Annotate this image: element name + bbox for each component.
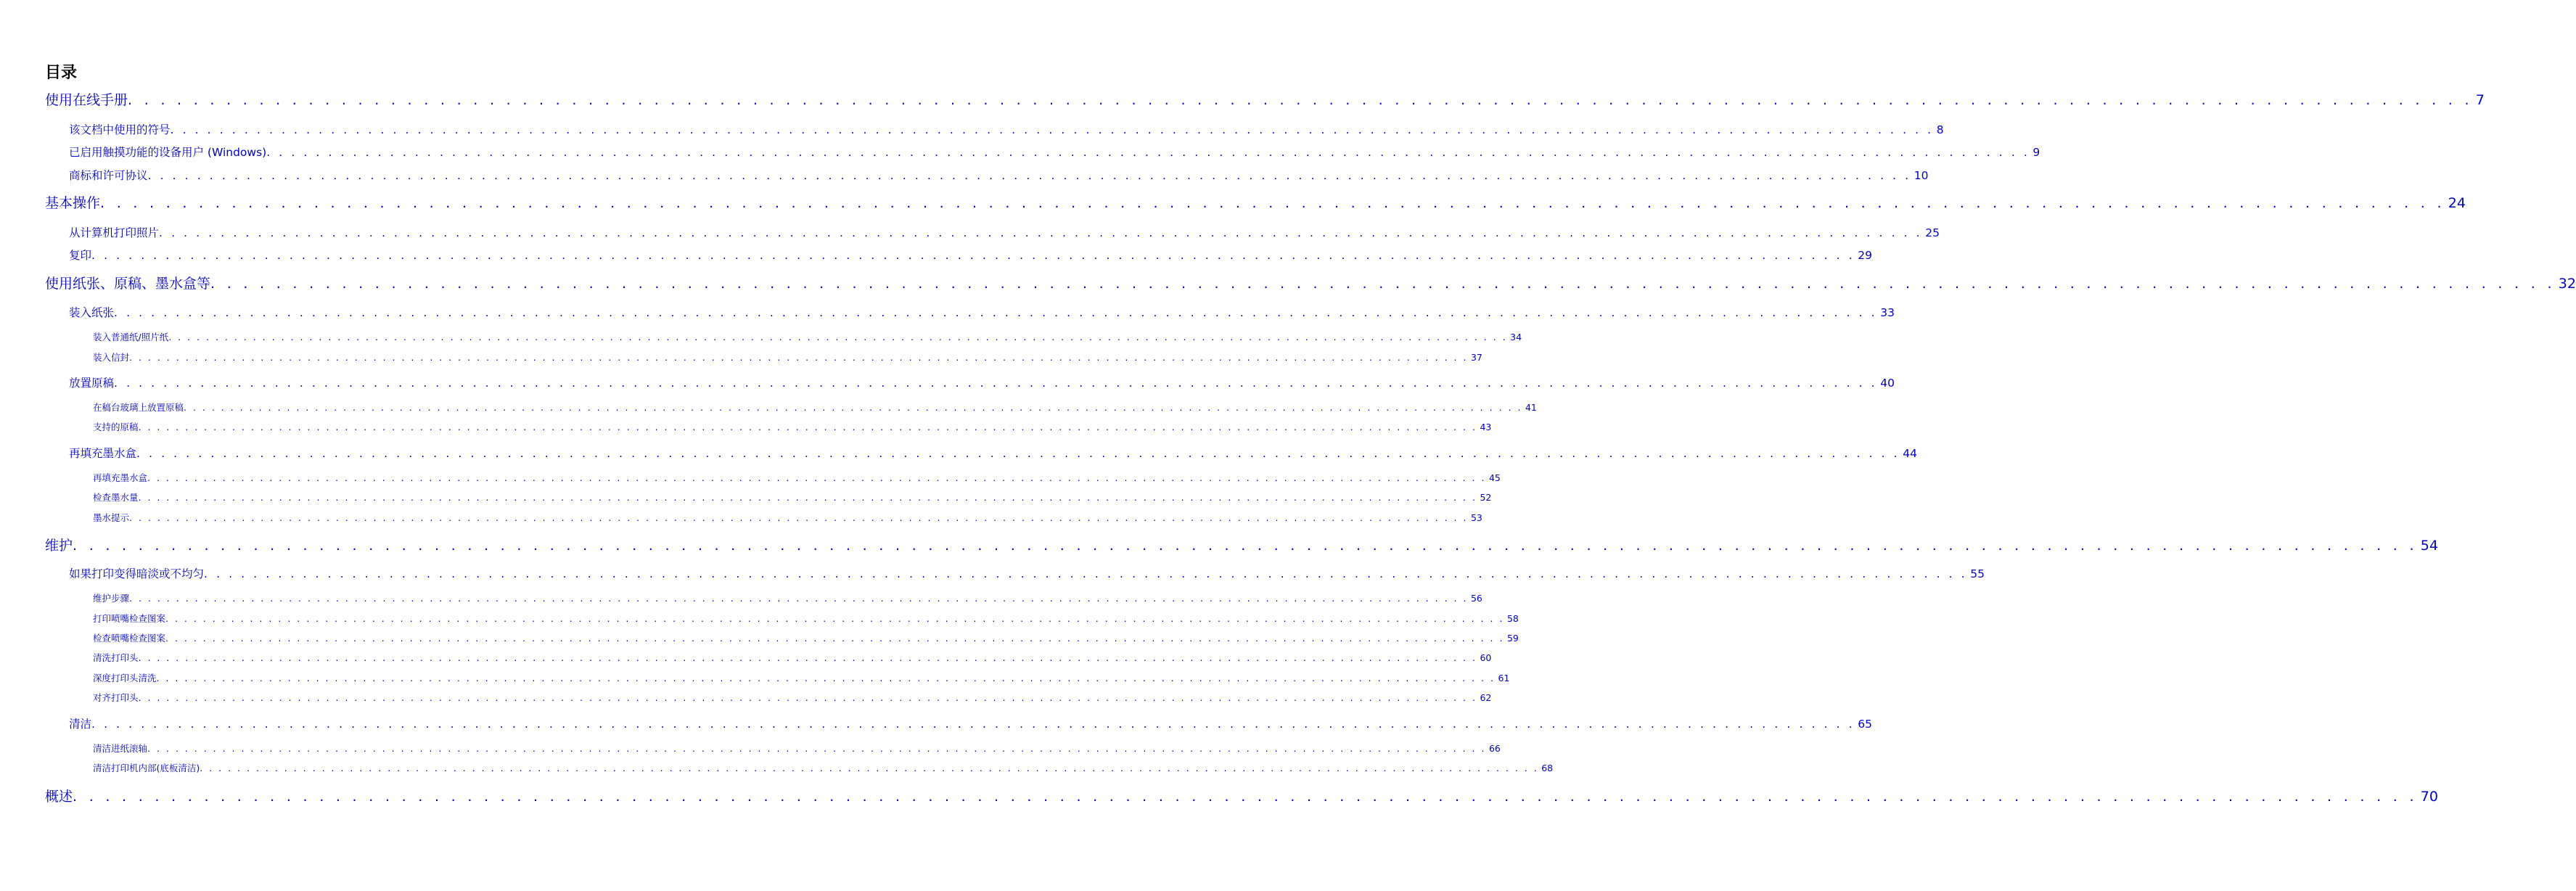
- toc-entry-title: 放置原稿: [69, 377, 115, 390]
- toc-entry-page: 59: [1506, 633, 1519, 644]
- toc-entry-title: 装入普通纸/照片纸: [93, 332, 169, 342]
- toc-entry-maintenance[interactable]: [45, 536, 2438, 555]
- toc-entry-check-ink-level[interactable]: [93, 491, 1492, 504]
- toc-entry-faint-uneven-printing[interactable]: [69, 566, 1985, 582]
- toc-entry-page: 58: [1506, 613, 1519, 624]
- toc-entry-title: 墨水提示: [93, 512, 130, 523]
- toc-leader-dots: . . . . . . . . . . . . . . . . . . . . . . . . . . . . . . . . . . . . . . . . . . . . . . . . . . . . . . . . . . . . . . . . . . . . . . . . . . . . . . . . . . . . . . . . . . . . . . . . . . . . . . . . . . . . . . . . . . . . . . . . . . . . . . . . . . . . . . . . . . . . . . .: [91, 249, 1855, 262]
- toc-leader-dots: . . . . . . . . . . . . . . . . . . . . . . . . . . . . . . . . . . . . . . . . . . . . . . . . . . . . . . . . . . . . . . . . . . . . . . . . . . . . . . . . . . . . . . . . . . . . . . . . . . . . . . . . . . . . . . . . . . . . . . . . . . . . . . . . . . . . . . . . . . . . . . .: [204, 567, 1968, 580]
- toc-entry-cleaning[interactable]: [69, 716, 1872, 732]
- toc-entry-page: 7: [2475, 92, 2485, 108]
- toc-entry-title: 从计算机打印照片: [69, 226, 160, 239]
- toc-leader-dots: . . . . . . . . . . . . . . . . . . . . . . . . . . . . . . . . . . . . . . . . . . . . . . . . . . . . . . . . . . . . . . . . . . . . . . . . . . . . . . . . . . . . . . . . . . . . . . . . . . . . . . . . . . . . . . . . . . . . . . . . . . . . . . . . . . . . . . . . . . . . . . .: [200, 763, 1539, 773]
- toc-leader-dots: . . . . . . . . . . . . . . . . . . . . . . . . . . . . . . . . . . . . . . . . . . . . . . . . . . . . . . . . . . . . . . . . . . . . . . . . . . . . . . . . . . . . . . . . . . . . . . . . . . . . . . . . . . . . . . . . . . . . . . . . . . . . . . . . . . . . . . . . . . . . . . .: [138, 492, 1477, 503]
- toc-entry-title: 复印: [69, 249, 92, 262]
- toc-entry-page: 41: [1525, 402, 1537, 413]
- toc-entry-symbols[interactable]: [69, 122, 1944, 138]
- toc-leader-dots: . . . . . . . . . . . . . . . . . . . . . . . . . . . . . . . . . . . . . . . . . . . . . . . . . . . . . . . . . . . . . . . . . . . . . . . . . . . . . . . . . . . . . . . . . . . . . . . . . . . . . . . . . . . . . . . . . . . . . . . . . . . . . . . . . . . . . . . . . . . . . . .: [138, 422, 1477, 432]
- toc-entry-page: 53: [1470, 512, 1482, 523]
- toc-entry-title: 在稿台玻璃上放置原稿: [93, 402, 184, 413]
- toc-entry-page: 45: [1488, 472, 1501, 483]
- toc-entry-supported-originals[interactable]: [93, 421, 1492, 434]
- toc-entry-page: 25: [1925, 226, 1940, 239]
- toc-leader-dots: . . . . . . . . . . . . . . . . . . . . . . . . . . . . . . . . . . . . . . . . . . . . . . . . . . . . . . . . . . . . . . . . . . . . . . . . . . . . . . . . . . . . . . . . . . . . . . . . . . . . . . . . . . . . . . . . . . . . . . . . . . . . . . . . . . . . . . . . . . . . . . .: [129, 512, 1468, 523]
- toc-entry-online-manual[interactable]: [45, 91, 2485, 110]
- toc-entry-title: 检查喷嘴检查图案: [93, 633, 166, 644]
- toc-entry-title: 已启用触摸功能的设备用户 (Windows): [69, 146, 267, 159]
- toc-leader-dots: . . . . . . . . . . . . . . . . . . . . . . . . . . . . . . . . . . . . . . . . . . . . . . . . . . . . . . . . . . . . . . . . . . . . . . . . . . . . . . . . . . . . . . . . . . . . . . . . . . . . . . . . . . . . . . . . . . . . . . . . . . . . . . . . . . . . . . . . . . . . . . .: [147, 472, 1486, 483]
- toc-entry-examine-nozzle-check[interactable]: [93, 632, 1519, 645]
- toc-entry-deep-cleaning[interactable]: [93, 672, 1510, 685]
- toc-leader-dots: . . . . . . . . . . . . . . . . . . . . . . . . . . . . . . . . . . . . . . . . . . . . . . . . . . . . . . . . . . . . . . . . . . . . . . . . . . . . . . . . . . . . . . . . . . . . . . . . . . . . . . . . . . . . . . . . . . . . . . . . . . . . . . . . . . . . . . . . . . . . . . .: [165, 613, 1504, 624]
- toc-entry-title: 装入信封: [93, 352, 130, 363]
- toc-leader-dots: . . . . . . . . . . . . . . . . . . . . . . . . . . . . . . . . . . . . . . . . . . . . . . . . . . . . . . . . . . . . . . . . . . . . . . . . . . . . . . . . . . . . . . . . . . . . . . . . . . . . . . . . . . . . . . . . . . . . . . . . . . . . . . . . . . . . . . . . . . . . . . .: [156, 673, 1496, 683]
- toc-entry-clean-inside-printer[interactable]: [93, 762, 1554, 775]
- toc-leader-dots: . . . . . . . . . . . . . . . . . . . . . . . . . . . . . . . . . . . . . . . . . . . . . . . . . . . . . . . . . . . . . . . . . . . . . . . . . . . . . . . . . . . . . . . . . . . . . . . . . . . . . . . . . . . . . . . . . . . . . . . . . . . . . . . . . . . . . . . . . . . . . . .: [184, 402, 1522, 413]
- toc-leader-dots: . . . . . . . . . . . . . . . . . . . . . . . . . . . . . . . . . . . . . . . . . . . . . . . . . . . . . . . . . . . . . . . . . . . . . . . . . . . . . . . . . . . . . . . . . . . . . . . . . . . . . . . . . . . . . . . . . . . . . . . . . . . . . . . . . . . . . . . . . . . . . . .: [128, 92, 2473, 108]
- toc-entry-title: 基本操作: [45, 195, 101, 211]
- toc-leader-dots: . . . . . . . . . . . . . . . . . . . . . . . . . . . . . . . . . . . . . . . . . . . . . . . . . . . . . . . . . . . . . . . . . . . . . . . . . . . . . . . . . . . . . . . . . . . . . . . . . . . . . . . . . . . . . . . . . . . . . . . . . . . . . . . . . . . . . . . . . . . . . . .: [168, 332, 1508, 342]
- toc-entry-page: 10: [1913, 169, 1929, 182]
- toc-entry-overview[interactable]: [45, 787, 2438, 806]
- toc-leader-dots: . . . . . . . . . . . . . . . . . . . . . . . . . . . . . . . . . . . . . . . . . . . . . . . . . . . . . . . . . . . . . . . . . . . . . . . . . . . . . . . . . . . . . . . . . . . . . . . . . . . . . . . . . . . . . . . . . . . . . . . . . . . . . . . . . . . . . . . . . . . . . . .: [170, 123, 1934, 136]
- toc-entry-page: 60: [1480, 652, 1492, 663]
- toc-entry-trademarks[interactable]: [69, 168, 1929, 184]
- toc-entry-page: 34: [1510, 332, 1522, 342]
- toc-entry-print-photos[interactable]: [69, 225, 1940, 241]
- toc-leader-dots: . . . . . . . . . . . . . . . . . . . . . . . . . . . . . . . . . . . . . . . . . . . . . . . . . . . . . . . . . . . . . . . . . . . . . . . . . . . . . . . . . . . . . . . . . . . . . . . . . . . . . . . . . . . . . . . . . . . . . . . . . . . . . . . . . . . . . . . . . . . . . . .: [73, 538, 2418, 554]
- toc-entry-paper-originals-ink[interactable]: [45, 274, 2576, 293]
- toc-entry-basic-operation[interactable]: [45, 194, 2466, 213]
- toc-entry-title: 维护步骤: [93, 593, 130, 604]
- toc-leader-dots: . . . . . . . . . . . . . . . . . . . . . . . . . . . . . . . . . . . . . . . . . . . . . . . . . . . . . . . . . . . . . . . . . . . . . . . . . . . . . . . . . . . . . . . . . . . . . . . . . . . . . . . . . . . . . . . . . . . . . . . . . . . . . . . . . . . . . . . . . . . . . . .: [129, 352, 1468, 363]
- toc-leader-dots: . . . . . . . . . . . . . . . . . . . . . . . . . . . . . . . . . . . . . . . . . . . . . . . . . . . . . . . . . . . . . . . . . . . . . . . . . . . . . . . . . . . . . . . . . . . . . . . . . . . . . . . . . . . . . . . . . . . . . . . . . . . . . . . . . . . . . . . . . . . . . . .: [91, 718, 1855, 731]
- toc-entry-refilling-ink-tanks[interactable]: [69, 446, 1917, 461]
- toc-entry-title: 如果打印变得暗淡或不均匀: [69, 567, 205, 580]
- toc-entry-title: 商标和许可协议: [69, 169, 148, 182]
- toc-entry-page: 40: [1880, 377, 1895, 390]
- toc-entry-page: 32: [2558, 276, 2576, 292]
- toc-entry-title: 打印喷嘴检查图案: [93, 613, 166, 624]
- toc-entry-page: 70: [2420, 789, 2438, 805]
- toc-entry-title: 清洁打印机内部(底板清洁): [93, 763, 200, 773]
- toc-entry-loading-paper[interactable]: [69, 305, 1895, 321]
- toc-entry-placing-originals[interactable]: [69, 375, 1895, 391]
- toc-entry-page: 54: [2420, 538, 2438, 554]
- toc-entry-title: 支持的原稿: [93, 422, 139, 432]
- toc-entry-page: 29: [1858, 249, 1872, 262]
- toc-entry-title: 清洁进纸滚轴: [93, 743, 148, 754]
- toc-entry-title: 装入纸张: [69, 306, 115, 319]
- toc-entry-page: 68: [1541, 763, 1554, 773]
- toc-entry-cleaning-print-head[interactable]: [93, 652, 1492, 665]
- toc-entry-page: 61: [1498, 673, 1510, 683]
- toc-entry-title: 再填充墨水盒: [93, 472, 148, 483]
- toc-entry-title: 清洁: [69, 718, 92, 731]
- toc-leader-dots: . . . . . . . . . . . . . . . . . . . . . . . . . . . . . . . . . . . . . . . . . . . . . . . . . . . . . . . . . . . . . . . . . . . . . . . . . . . . . . . . . . . . . . . . . . . . . . . . . . . . . . . . . . . . . . . . . . . . . . . . . . . . . . . . . . . . . . . . . . . . . . .: [129, 593, 1468, 604]
- toc-entry-maintenance-procedure[interactable]: [93, 592, 1482, 605]
- toc-entry-title: 维护: [45, 538, 73, 554]
- toc-entry-title: 使用纸张、原稿、墨水盒等: [45, 276, 211, 292]
- toc-leader-dots: . . . . . . . . . . . . . . . . . . . . . . . . . . . . . . . . . . . . . . . . . . . . . . . . . . . . . . . . . . . . . . . . . . . . . . . . . . . . . . . . . . . . . . . . . . . . . . . . . . . . . . . . . . . . . . . . . . . . . . . . . . . . . . . . . . . . . . . . . . . . . . .: [100, 195, 2445, 211]
- toc-entry-title: 使用在线手册: [45, 92, 128, 108]
- toc-leader-dots: . . . . . . . . . . . . . . . . . . . . . . . . . . . . . . . . . . . . . . . . . . . . . . . . . . . . . . . . . . . . . . . . . . . . . . . . . . . . . . . . . . . . . . . . . . . . . . . . . . . . . . . . . . . . . . . . . . . . . . . . . . . . . . . . . . . . . . . . . . . . . . .: [165, 633, 1504, 644]
- toc-entry-page: 66: [1488, 743, 1501, 754]
- toc-entry-page: 33: [1880, 306, 1895, 319]
- toc-entry-title: 深度打印头清洗: [93, 673, 157, 683]
- toc-leader-dots: . . . . . . . . . . . . . . . . . . . . . . . . . . . . . . . . . . . . . . . . . . . . . . . . . . . . . . . . . . . . . . . . . . . . . . . . . . . . . . . . . . . . . . . . . . . . . . . . . . . . . . . . . . . . . . . . . . . . . . . . . . . . . . . . . . . . . . . . . . . . . . .: [114, 377, 1878, 390]
- toc-entry-page: 44: [1903, 447, 1917, 460]
- toc-entry-page: 56: [1470, 593, 1482, 604]
- toc-entry-ink-tips[interactable]: [93, 512, 1482, 525]
- toc-entry-page: 62: [1480, 692, 1492, 703]
- toc-entry-title: 概述: [45, 789, 73, 805]
- toc-entry-print-nozzle-check[interactable]: [93, 612, 1519, 625]
- toc-entry-page: 43: [1480, 422, 1492, 432]
- toc-entry-page: 37: [1470, 352, 1482, 363]
- toc-leader-dots: . . . . . . . . . . . . . . . . . . . . . . . . . . . . . . . . . . . . . . . . . . . . . . . . . . . . . . . . . . . . . . . . . . . . . . . . . . . . . . . . . . . . . . . . . . . . . . . . . . . . . . . . . . . . . . . . . . . . . . . . . . . . . . . . . . . . . . . . . . . . . . .: [210, 276, 2556, 292]
- toc-entry-touch-devices[interactable]: [69, 144, 2040, 160]
- toc-leader-dots: . . . . . . . . . . . . . . . . . . . . . . . . . . . . . . . . . . . . . . . . . . . . . . . . . . . . . . . . . . . . . . . . . . . . . . . . . . . . . . . . . . . . . . . . . . . . . . . . . . . . . . . . . . . . . . . . . . . . . . . . . . . . . . . . . . . . . . . . . . . . . . .: [147, 743, 1486, 754]
- toc-heading: 目录: [45, 64, 78, 82]
- toc-entry-load-envelopes[interactable]: [93, 351, 1482, 364]
- toc-entry-title: 检查墨水量: [93, 492, 139, 503]
- toc-leader-dots: . . . . . . . . . . . . . . . . . . . . . . . . . . . . . . . . . . . . . . . . . . . . . . . . . . . . . . . . . . . . . . . . . . . . . . . . . . . . . . . . . . . . . . . . . . . . . . . . . . . . . . . . . . . . . . . . . . . . . . . . . . . . . . . . . . . . . . . . . . . . . . .: [138, 652, 1477, 663]
- toc-entry-title: 该文档中使用的符号: [69, 123, 171, 136]
- toc-leader-dots: . . . . . . . . . . . . . . . . . . . . . . . . . . . . . . . . . . . . . . . . . . . . . . . . . . . . . . . . . . . . . . . . . . . . . . . . . . . . . . . . . . . . . . . . . . . . . . . . . . . . . . . . . . . . . . . . . . . . . . . . . . . . . . . . . . . . . . . . . . . . . . .: [73, 789, 2418, 805]
- toc-entry-clean-paper-feed-rollers[interactable]: [93, 742, 1501, 755]
- toc-leader-dots: . . . . . . . . . . . . . . . . . . . . . . . . . . . . . . . . . . . . . . . . . . . . . . . . . . . . . . . . . . . . . . . . . . . . . . . . . . . . . . . . . . . . . . . . . . . . . . . . . . . . . . . . . . . . . . . . . . . . . . . . . . . . . . . . . . . . . . . . . . . . . . .: [266, 146, 2030, 159]
- toc-leader-dots: . . . . . . . . . . . . . . . . . . . . . . . . . . . . . . . . . . . . . . . . . . . . . . . . . . . . . . . . . . . . . . . . . . . . . . . . . . . . . . . . . . . . . . . . . . . . . . . . . . . . . . . . . . . . . . . . . . . . . . . . . . . . . . . . . . . . . . . . . . . . . . .: [147, 169, 1911, 182]
- toc-entry-title: 再填充墨水盒: [69, 447, 137, 460]
- toc-entry-page: 8: [1936, 123, 1944, 136]
- toc-entry-page: 65: [1858, 718, 1872, 731]
- toc-entry-originals-on-platen[interactable]: [93, 401, 1537, 414]
- toc-entry-copy[interactable]: [69, 247, 1872, 263]
- toc-leader-dots: . . . . . . . . . . . . . . . . . . . . . . . . . . . . . . . . . . . . . . . . . . . . . . . . . . . . . . . . . . . . . . . . . . . . . . . . . . . . . . . . . . . . . . . . . . . . . . . . . . . . . . . . . . . . . . . . . . . . . . . . . . . . . . . . . . . . . . . . . . . . . . .: [136, 447, 1900, 460]
- toc-entry-page: 55: [1970, 567, 1985, 580]
- toc-entry-page: 52: [1480, 492, 1492, 503]
- toc-entry-title: 清洗打印头: [93, 652, 139, 663]
- toc-leader-dots: . . . . . . . . . . . . . . . . . . . . . . . . . . . . . . . . . . . . . . . . . . . . . . . . . . . . . . . . . . . . . . . . . . . . . . . . . . . . . . . . . . . . . . . . . . . . . . . . . . . . . . . . . . . . . . . . . . . . . . . . . . . . . . . . . . . . . . . . . . . . . . .: [138, 692, 1477, 703]
- toc-leader-dots: . . . . . . . . . . . . . . . . . . . . . . . . . . . . . . . . . . . . . . . . . . . . . . . . . . . . . . . . . . . . . . . . . . . . . . . . . . . . . . . . . . . . . . . . . . . . . . . . . . . . . . . . . . . . . . . . . . . . . . . . . . . . . . . . . . . . . . . . . . . . . . .: [159, 226, 1923, 239]
- toc-entry-page: 9: [2033, 146, 2040, 159]
- toc-entry-align-print-head[interactable]: [93, 691, 1492, 705]
- toc-leader-dots: . . . . . . . . . . . . . . . . . . . . . . . . . . . . . . . . . . . . . . . . . . . . . . . . . . . . . . . . . . . . . . . . . . . . . . . . . . . . . . . . . . . . . . . . . . . . . . . . . . . . . . . . . . . . . . . . . . . . . . . . . . . . . . . . . . . . . . . . . . . . . . .: [114, 306, 1878, 319]
- toc-entry-page: 24: [2448, 195, 2466, 211]
- toc-entry-title: 对齐打印头: [93, 692, 139, 703]
- toc-entry-load-plain-photo-paper[interactable]: [93, 331, 1522, 344]
- toc-entry-refill-ink-tanks[interactable]: [93, 472, 1501, 485]
